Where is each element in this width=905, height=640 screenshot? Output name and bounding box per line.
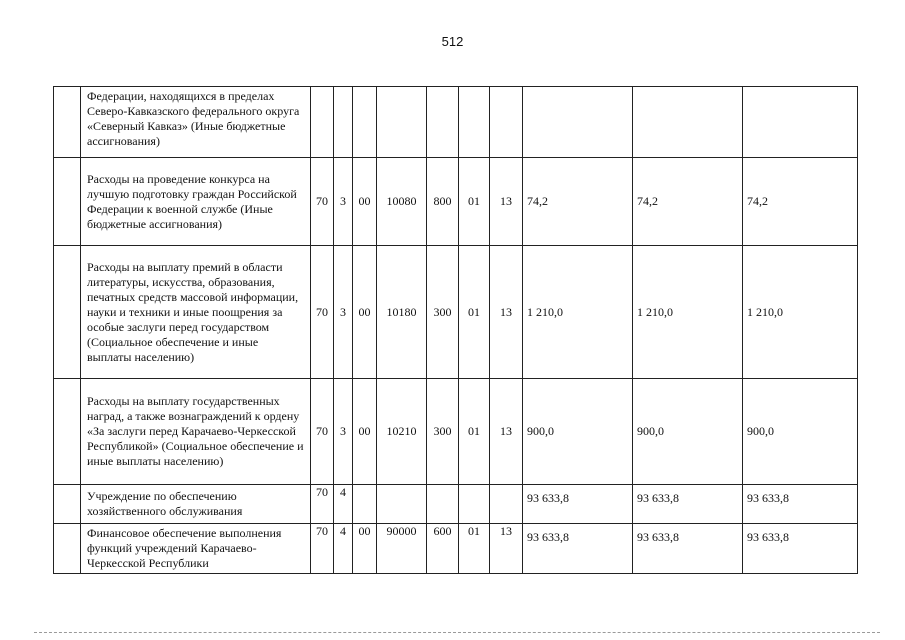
row-index-cell [54,87,81,158]
table-row [54,246,858,379]
code-cell [353,485,377,524]
code-cell: 13 [490,246,523,379]
code-cell: 70 [311,524,334,574]
code-cell: 300 [427,379,459,485]
table-row [54,485,858,524]
amount-cell: 74,2 [633,158,743,246]
row-index-cell [54,524,81,574]
row-index-cell [54,379,81,485]
row-description: Федерации, находящихся в пределах Северо-Кавказского федерального округа «Северный Кавказ» (Иные бюджетные ассигнования) [81,87,311,158]
code-cell: 4 [334,485,353,524]
code-cell [490,87,523,158]
code-cell: 01 [459,158,490,246]
amount-cell [633,87,743,158]
row-index-cell [54,485,81,524]
code-cell [490,485,523,524]
code-cell: 01 [459,524,490,574]
code-cell: 3 [334,379,353,485]
code-cell: 00 [353,158,377,246]
table-row [54,87,858,158]
table-row [54,158,858,246]
code-cell [377,485,427,524]
row-description: Расходы на выплату государственных наград, а также вознаграждений к ордену «За заслуги перед Карачаево-Черкесской Республикой» (Социальное обеспечение и иные выплаты населению) [81,379,311,485]
code-cell: 01 [459,246,490,379]
amount-cell: 1 210,0 [523,246,633,379]
code-cell [377,87,427,158]
amount-cell: 900,0 [523,379,633,485]
code-cell: 3 [334,158,353,246]
amount-cell: 93 633,8 [633,485,743,524]
page-number: 512 [441,34,464,49]
amount-cell: 93 633,8 [523,524,633,574]
code-cell: 300 [427,246,459,379]
code-cell: 70 [311,246,334,379]
row-description: Расходы на выплату премий в области литературы, искусства, образования, печатных средств массовой информации, науки и техники и иные поощрения за особые заслуги перед государством (Социальное обеспечение и иные выплаты населению) [81,246,311,379]
code-cell: 10210 [377,379,427,485]
code-cell [311,87,334,158]
code-cell: 800 [427,158,459,246]
amount-cell [523,87,633,158]
code-cell: 90000 [377,524,427,574]
code-cell: 70 [311,158,334,246]
code-cell [427,485,459,524]
row-description: Расходы на проведение конкурса на лучшую подготовку граждан Российской Федерации к военной службе (Иные бюджетные ассигнования) [81,158,311,246]
code-cell [427,87,459,158]
code-cell: 00 [353,524,377,574]
row-description: Учреждение по обеспечению хозяйственного обслуживания [81,485,311,524]
code-cell: 4 [334,524,353,574]
amount-cell: 1 210,0 [633,246,743,379]
code-cell: 00 [353,246,377,379]
amount-cell: 1 210,0 [743,246,858,379]
amount-cell: 900,0 [633,379,743,485]
code-cell [459,87,490,158]
amount-cell: 74,2 [523,158,633,246]
row-index-cell [54,158,81,246]
code-cell: 10080 [377,158,427,246]
amount-cell: 93 633,8 [523,485,633,524]
amount-cell: 900,0 [743,379,858,485]
scan-edge-rule [34,632,880,633]
amount-cell: 93 633,8 [743,524,858,574]
code-cell: 00 [353,379,377,485]
row-index-cell [54,246,81,379]
code-cell: 600 [427,524,459,574]
code-cell: 70 [311,485,334,524]
code-cell: 10180 [377,246,427,379]
code-cell: 13 [490,524,523,574]
code-cell [353,87,377,158]
amount-cell [743,87,858,158]
table-row [54,379,858,485]
amount-cell: 93 633,8 [743,485,858,524]
row-description: Финансовое обеспечение выполнения функций учреждений Карачаево-Черкесской Республики [81,524,311,574]
amount-cell: 74,2 [743,158,858,246]
code-cell [334,87,353,158]
code-cell: 01 [459,379,490,485]
code-cell: 70 [311,379,334,485]
table-row [54,524,858,574]
amount-cell: 93 633,8 [633,524,743,574]
code-cell: 3 [334,246,353,379]
code-cell: 13 [490,379,523,485]
code-cell [459,485,490,524]
code-cell: 13 [490,158,523,246]
budget-table [53,86,858,574]
